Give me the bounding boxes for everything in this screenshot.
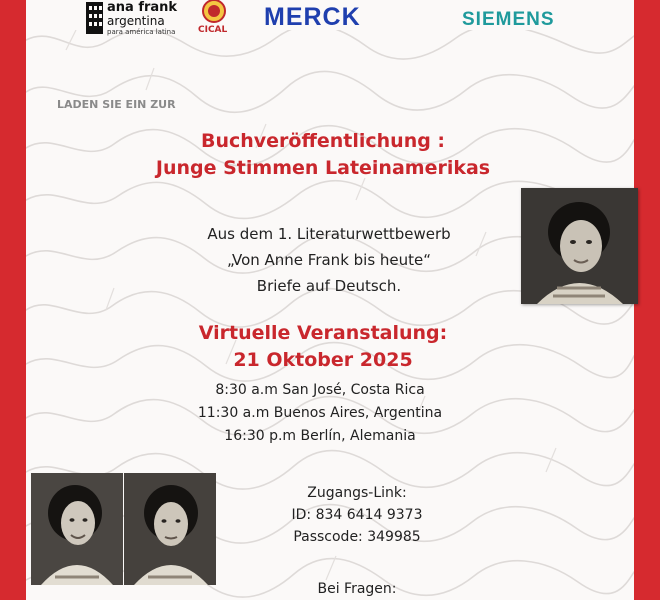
questions-label: Bei Fragen: xyxy=(317,581,397,597)
event-title: Virtuelle Veranstalung: xyxy=(198,322,448,344)
ana-frank-argentina-logo xyxy=(86,0,186,44)
cical-text: CICAL xyxy=(198,25,228,35)
left-red-border xyxy=(0,0,26,600)
siemens-logo: SIEMENS xyxy=(462,9,555,30)
anne-frank-photo-right xyxy=(124,473,216,585)
building-icon xyxy=(86,2,103,34)
event-time-costa-rica: 8:30 a.m San José, Costa Rica xyxy=(215,382,425,398)
sponsor-logos xyxy=(0,0,660,44)
anne-frank-photo-left xyxy=(31,473,123,585)
logo-text-ana-frank: ana frank xyxy=(107,0,178,15)
subtitle-line-3: Briefe auf Deutsch. xyxy=(256,277,402,295)
meeting-passcode: Passcode: 349985 xyxy=(293,529,421,545)
title-line-1: Buchveröffentlichung : xyxy=(200,130,446,152)
meeting-id: ID: 834 6414 9373 xyxy=(291,507,423,523)
title-line-2: Junge Stimmen Lateinamerikas xyxy=(155,157,491,179)
event-time-berlin: 16:30 p.m Berlín, Alemania xyxy=(224,428,416,444)
invite-eyebrow: LADEN SIE EIN ZUR xyxy=(57,98,176,111)
event-date: 21 Oktober 2025 xyxy=(233,349,413,371)
subtitle-line-2: „Von Anne Frank bis heute“ xyxy=(226,251,432,269)
merck-logo: MERCK xyxy=(264,3,361,31)
logo-text-argentina: argentina xyxy=(107,14,165,28)
access-link-label: Zugangs-Link: xyxy=(307,485,407,501)
event-time-buenos-aires: 11:30 a.m Buenos Aires, Argentina xyxy=(197,405,443,421)
cical-logo xyxy=(196,0,232,44)
logo-text-tagline: para américa latina xyxy=(107,28,176,36)
anne-frank-photo xyxy=(521,188,638,304)
cical-emblem-icon xyxy=(199,0,229,26)
subtitle-line-1: Aus dem 1. Literaturwettbewerb xyxy=(207,225,451,243)
